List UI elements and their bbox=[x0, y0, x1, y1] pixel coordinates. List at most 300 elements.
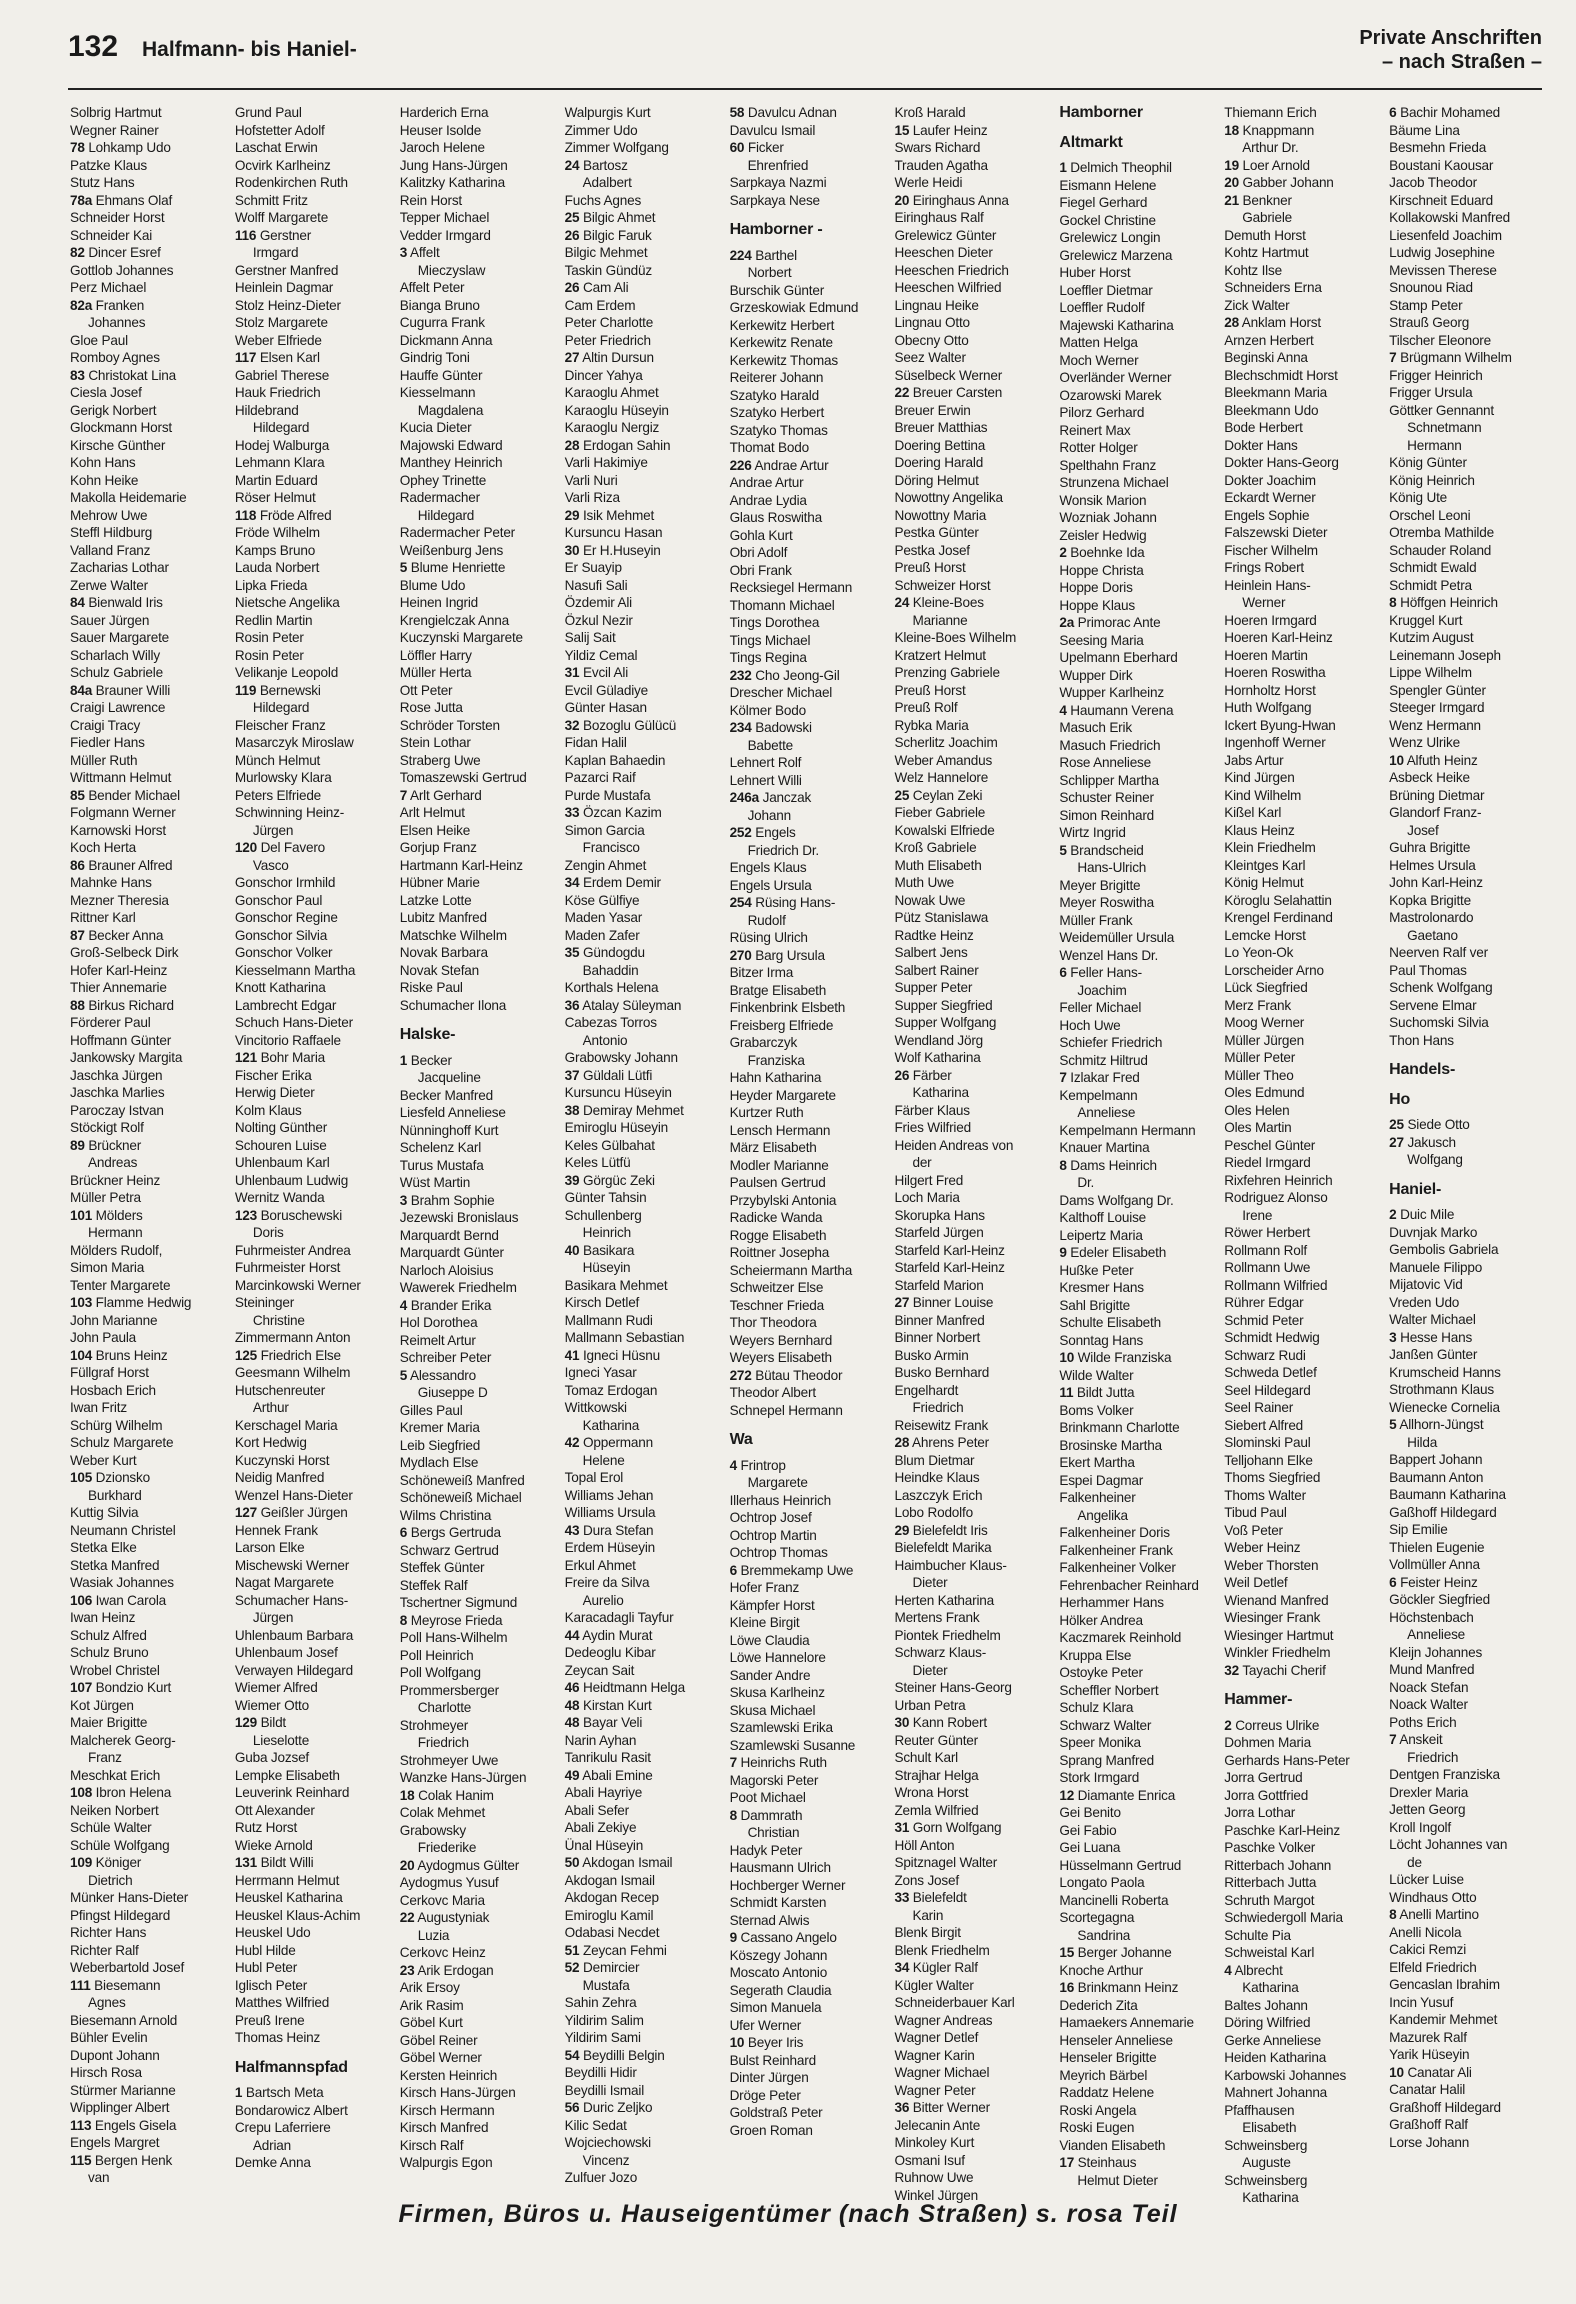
entry-continuation: Katharina bbox=[912, 1085, 969, 1100]
resident-name: Er Suayip bbox=[564, 560, 622, 575]
directory-entry bbox=[565, 437, 722, 455]
resident-name: Murlowsky Klara bbox=[234, 770, 332, 785]
directory-entry bbox=[1059, 929, 1216, 947]
directory-entry bbox=[1389, 1276, 1546, 1294]
directory-entry bbox=[1059, 1052, 1216, 1070]
resident-name: Loer Arnold bbox=[1242, 157, 1310, 173]
resident-name: Mertens Frank bbox=[894, 1610, 980, 1625]
resident-name: Gerstner bbox=[259, 227, 312, 243]
house-number: 46 bbox=[564, 1680, 580, 1695]
house-number: 108 bbox=[70, 1785, 93, 1800]
resident-name: Burschik Günter bbox=[729, 282, 825, 298]
resident-name: Ünal Hüseyin bbox=[564, 1837, 644, 1853]
resident-name: Basikara Mehmet bbox=[564, 1277, 668, 1293]
resident-name: Raddatz Helene bbox=[1059, 2085, 1155, 2100]
directory-entry bbox=[730, 334, 887, 352]
directory-entry bbox=[730, 1349, 887, 1367]
resident-name: Basikara bbox=[582, 1242, 635, 1258]
resident-name: Müller Theo bbox=[1224, 1067, 1294, 1083]
resident-name: Oppermann bbox=[582, 1435, 653, 1450]
resident-name: Fiegel Gerhard bbox=[1059, 195, 1148, 210]
resident-name: Zengin Ahmet bbox=[564, 857, 647, 873]
house-number: 5 bbox=[399, 1367, 408, 1383]
house-number: 103 bbox=[70, 1295, 93, 1310]
resident-name: Stamp Peter bbox=[1389, 297, 1463, 313]
resident-name: Matthes Wilfried bbox=[234, 1995, 330, 2010]
resident-name: Dedeoglu Kibar bbox=[564, 1645, 656, 1660]
house-number: 24 bbox=[894, 595, 910, 610]
resident-name: Modler Marianne bbox=[729, 1157, 829, 1173]
directory-entry bbox=[730, 1929, 887, 1947]
resident-name: Williams Ursula bbox=[564, 1505, 656, 1520]
directory-entry bbox=[565, 1434, 722, 1452]
resident-name: Dederich Zita bbox=[1059, 1997, 1138, 2013]
directory-entry bbox=[1224, 1962, 1381, 1980]
directory-entry bbox=[565, 349, 722, 367]
house-number: 22 bbox=[894, 385, 910, 400]
resident-name: Schweizer Horst bbox=[894, 577, 991, 593]
resident-name: Wagner Karin bbox=[894, 2047, 975, 2063]
resident-name: Schenk Wolfgang bbox=[1389, 980, 1493, 995]
resident-name: Rosin Peter bbox=[234, 630, 304, 645]
directory-entry bbox=[894, 419, 1051, 437]
directory-entry bbox=[565, 997, 722, 1015]
resident-name: Leipertz Maria bbox=[1059, 1227, 1143, 1243]
resident-name: Nowottny Angelika bbox=[894, 490, 1003, 505]
directory-entry bbox=[1059, 754, 1216, 772]
directory-entry bbox=[235, 542, 392, 560]
resident-name: Arlt Gerhard bbox=[409, 787, 482, 803]
resident-name: Canatar Ali bbox=[1407, 2064, 1472, 2080]
house-number: 35 bbox=[564, 945, 580, 960]
directory-entry bbox=[894, 1487, 1051, 1505]
directory-entry bbox=[70, 419, 227, 437]
directory-entry bbox=[1059, 2137, 1216, 2155]
directory-entry bbox=[894, 1032, 1051, 1050]
resident-name: John Marianne bbox=[70, 1312, 158, 1328]
house-number: 50 bbox=[564, 1855, 580, 1870]
resident-name: Weber Heinz bbox=[1224, 1540, 1301, 1555]
directory-entry bbox=[235, 1644, 392, 1662]
resident-name: Grabowsky bbox=[399, 1822, 466, 1838]
resident-name: Knott Katharina bbox=[234, 980, 326, 995]
resident-name: Henseler Brigitte bbox=[1059, 2050, 1157, 2065]
directory-entry bbox=[894, 332, 1051, 350]
directory-entry bbox=[565, 647, 722, 665]
directory-entry bbox=[1059, 1664, 1216, 1682]
directory-entry bbox=[894, 192, 1051, 210]
directory-entry bbox=[235, 157, 392, 175]
resident-name: Wawerek Friedhelm bbox=[399, 1280, 517, 1295]
directory-entry bbox=[730, 772, 887, 790]
street-heading: Handels- bbox=[1389, 1061, 1456, 1078]
directory-entry bbox=[1224, 1294, 1381, 1312]
resident-name: Hofer Franz bbox=[729, 1580, 800, 1595]
directory-entry bbox=[400, 1437, 557, 1455]
directory-entry bbox=[70, 1259, 227, 1277]
directory-entry bbox=[400, 2102, 557, 2120]
resident-name: Binner Louise bbox=[912, 1295, 994, 1310]
resident-name: Hoppe Christa bbox=[1059, 562, 1144, 578]
directory-entry bbox=[235, 2084, 392, 2102]
directory-entry bbox=[894, 1837, 1051, 1855]
directory-entry bbox=[1059, 1437, 1216, 1455]
resident-name: Duic Mile bbox=[1400, 1207, 1455, 1222]
directory-entry bbox=[730, 1087, 887, 1105]
directory-entry bbox=[730, 1227, 887, 1245]
directory-entry bbox=[894, 927, 1051, 945]
directory-entry bbox=[1389, 1134, 1546, 1152]
resident-name: Arik Ersoy bbox=[399, 1980, 460, 1995]
directory-entry bbox=[1059, 999, 1216, 1017]
directory-entry bbox=[70, 1889, 227, 1907]
resident-name: Kopka Brigitte bbox=[1389, 892, 1471, 908]
directory-entry bbox=[70, 157, 227, 175]
resident-name: Blenk Friedhelm bbox=[894, 1942, 990, 1958]
directory-entry bbox=[70, 1627, 227, 1645]
resident-name: Münch Helmut bbox=[234, 752, 321, 768]
directory-entry bbox=[730, 1104, 887, 1122]
resident-name: Flamme Hedwig bbox=[95, 1295, 192, 1310]
resident-name: Drescher Michael bbox=[729, 685, 833, 700]
entry-continuation: Elisabeth bbox=[1242, 2120, 1297, 2135]
directory-entry bbox=[1389, 979, 1546, 997]
directory-entry bbox=[70, 1959, 227, 1977]
directory-entry bbox=[400, 507, 557, 525]
directory-entry bbox=[565, 1749, 722, 1767]
directory-entry bbox=[1224, 664, 1381, 682]
directory-entry bbox=[730, 264, 887, 282]
directory-entry bbox=[565, 402, 722, 420]
resident-name: Özkul Nezir bbox=[564, 612, 633, 628]
entry-continuation: Mustafa bbox=[582, 1977, 630, 1993]
directory-entry bbox=[1224, 1014, 1381, 1032]
footer-note: Firmen, Büros u. Hauseigentümer (nach Straßen) s. rosa Teil bbox=[398, 2200, 1178, 2228]
directory-entry bbox=[235, 437, 392, 455]
resident-name: Strothmann Klaus bbox=[1389, 1382, 1494, 1397]
resident-name: Wonsik Marion bbox=[1059, 492, 1147, 508]
directory-entry bbox=[70, 1767, 227, 1785]
directory-entry bbox=[1059, 912, 1216, 930]
directory-entry bbox=[400, 2014, 557, 2032]
directory-entry bbox=[235, 139, 392, 157]
directory-entry bbox=[400, 1524, 557, 1542]
entry-continuation: Irene bbox=[1242, 1207, 1273, 1223]
resident-name: Rosin Peter bbox=[234, 647, 304, 663]
entry-continuation: Lieselotte bbox=[252, 1732, 310, 1748]
resident-name: Maden Yasar bbox=[564, 910, 643, 925]
directory-entry bbox=[235, 804, 392, 822]
resident-name: Rein Horst bbox=[399, 192, 462, 208]
directory-entry bbox=[1224, 1329, 1381, 1347]
directory-entry bbox=[235, 1767, 392, 1785]
house-number: 118 bbox=[234, 507, 257, 523]
directory-entry bbox=[1389, 1434, 1546, 1452]
resident-name: Aydogmus Yusuf bbox=[399, 1875, 499, 1890]
resident-name: Schnepel Hermann bbox=[729, 1402, 843, 1418]
house-number: 226 bbox=[729, 457, 752, 473]
resident-name: Demircier bbox=[582, 1960, 640, 1975]
directory-entry bbox=[235, 1732, 392, 1750]
directory-entry bbox=[1059, 1332, 1216, 1350]
resident-name: Rodriguez Alonso bbox=[1224, 1190, 1328, 1205]
directory-entry bbox=[1059, 807, 1216, 825]
house-number: 4 bbox=[729, 1457, 737, 1473]
directory-entry bbox=[894, 629, 1051, 647]
directory-entry bbox=[1059, 177, 1216, 195]
directory-entry bbox=[235, 682, 392, 700]
directory-entry bbox=[235, 1329, 392, 1347]
entry-continuation: Katharina bbox=[1242, 1980, 1299, 1995]
resident-name: Cerkovc Heinz bbox=[399, 1945, 486, 1960]
directory-entry bbox=[894, 1644, 1051, 1662]
directory-entry bbox=[1224, 1189, 1381, 1207]
directory-entry bbox=[1224, 1752, 1381, 1770]
directory-entry bbox=[1059, 1734, 1216, 1752]
directory-entry bbox=[565, 1557, 722, 1575]
directory-entry bbox=[400, 1227, 557, 1245]
directory-entry bbox=[1389, 1381, 1546, 1399]
resident-name: Telljohann Elke bbox=[1224, 1452, 1313, 1468]
resident-name: Knoche Arthur bbox=[1059, 1962, 1143, 1978]
directory-entry bbox=[894, 874, 1051, 892]
resident-name: Makolla Heidemarie bbox=[70, 490, 187, 505]
directory-entry bbox=[1224, 1839, 1381, 1857]
directory-entry bbox=[400, 1892, 557, 1910]
directory-entry bbox=[235, 1312, 392, 1330]
house-number: 107 bbox=[70, 1680, 93, 1695]
house-number: 3 bbox=[1389, 1329, 1397, 1345]
directory-entry bbox=[235, 454, 392, 472]
resident-name: Winkler Friedhelm bbox=[1224, 1645, 1331, 1660]
directory-entry bbox=[70, 2082, 227, 2100]
resident-name: Wiemer Otto bbox=[234, 1697, 309, 1713]
resident-name: Varli Hakimiye bbox=[564, 455, 648, 470]
resident-name: Meyrich Bärbel bbox=[1059, 2067, 1148, 2083]
house-number: 4 bbox=[1224, 1962, 1232, 1978]
resident-name: Göbel Kurt bbox=[399, 2015, 463, 2030]
resident-name: Moscato Antonio bbox=[729, 1965, 828, 1980]
directory-entry bbox=[565, 734, 722, 752]
resident-name: Bleekmann Udo bbox=[1224, 402, 1319, 418]
resident-name: Thoms Siegfried bbox=[1224, 1470, 1321, 1485]
directory-entry bbox=[1059, 1594, 1216, 1612]
resident-name: Siebert Alfred bbox=[1224, 1417, 1304, 1433]
house-number: 26 bbox=[894, 1067, 910, 1083]
directory-entry bbox=[565, 332, 722, 350]
directory-entry bbox=[235, 1942, 392, 1960]
directory-entry bbox=[235, 1627, 392, 1645]
resident-name: Nolting Günther bbox=[234, 1120, 328, 1135]
directory-entry bbox=[565, 2012, 722, 2030]
resident-name: Novak Stefan bbox=[399, 962, 479, 978]
resident-name: Ochtrop Martin bbox=[729, 1527, 817, 1543]
resident-name: Reuter Günter bbox=[894, 1732, 978, 1748]
resident-name: Abali Emine bbox=[582, 1767, 653, 1783]
resident-name: Zick Walter bbox=[1224, 297, 1290, 313]
entry-continuation: Dietrich bbox=[88, 1872, 133, 1888]
directory-column bbox=[400, 104, 557, 2184]
resident-name: König Günter bbox=[1389, 455, 1467, 470]
directory-entry bbox=[400, 822, 557, 840]
directory-entry bbox=[1059, 1069, 1216, 1087]
resident-name: Wienand Manfred bbox=[1224, 1592, 1329, 1608]
directory-entry bbox=[730, 1597, 887, 1615]
directory-entry bbox=[565, 1644, 722, 1662]
resident-name: Vreden Udo bbox=[1389, 1294, 1460, 1310]
resident-name: Hofstetter Adolf bbox=[234, 122, 325, 138]
directory-entry bbox=[894, 1994, 1051, 2012]
directory-entry bbox=[1389, 279, 1546, 297]
directory-entry bbox=[565, 1417, 722, 1435]
resident-name: Seesing Maria bbox=[1059, 632, 1144, 648]
resident-name: Wasiak Johannes bbox=[70, 1575, 174, 1590]
resident-name: Steiner Hans-Georg bbox=[894, 1680, 1012, 1695]
entry-continuation: Adrian bbox=[252, 2137, 291, 2153]
entry-continuation: Joachim bbox=[1077, 982, 1127, 998]
directory-entry bbox=[730, 982, 887, 1000]
directory-entry bbox=[400, 769, 557, 787]
resident-name: Engels Margret bbox=[70, 2135, 160, 2150]
entry-continuation: Aurelio bbox=[582, 1592, 624, 1608]
resident-name: Wolf Katharina bbox=[894, 1050, 981, 1065]
resident-name: Kempelmann Hermann bbox=[1059, 1122, 1196, 1138]
resident-name: Süselbeck Werner bbox=[894, 367, 1003, 383]
resident-name: Bartsch Meta bbox=[245, 2085, 324, 2100]
house-number: 34 bbox=[894, 1960, 910, 1975]
resident-name: Loeffler Rudolf bbox=[1059, 300, 1145, 315]
resident-name: Rybka Maria bbox=[894, 717, 969, 733]
directory-entry bbox=[400, 1157, 557, 1175]
resident-name: Seez Walter bbox=[894, 350, 966, 365]
directory-entry bbox=[70, 1224, 227, 1242]
resident-name: Tanrikulu Rasit bbox=[564, 1750, 651, 1765]
resident-name: Grelewicz Marzena bbox=[1059, 247, 1173, 263]
resident-name: Kirsch Manfred bbox=[399, 2120, 489, 2135]
resident-name: Scortegagna bbox=[1059, 1910, 1135, 1925]
resident-name: Dinter Jürgen bbox=[729, 2070, 809, 2085]
resident-name: Anelli Nicola bbox=[1389, 1924, 1462, 1940]
resident-name: Ruhnow Uwe bbox=[894, 2170, 974, 2185]
directory-entry bbox=[400, 122, 557, 140]
resident-name: Bildt Jutta bbox=[1076, 1385, 1135, 1400]
directory-entry bbox=[400, 752, 557, 770]
resident-name: März Elisabeth bbox=[729, 1140, 817, 1155]
resident-name: Schüle Wolfgang bbox=[70, 1837, 170, 1853]
directory-entry bbox=[565, 524, 722, 542]
entry-continuation: Charlotte bbox=[417, 1700, 472, 1715]
directory-column bbox=[730, 104, 887, 2184]
directory-entry bbox=[400, 857, 557, 875]
resident-name: Blenk Birgit bbox=[894, 1925, 961, 1940]
resident-name: Schulz Klara bbox=[1059, 1700, 1134, 1715]
resident-name: Dokter Hans-Georg bbox=[1224, 455, 1339, 470]
house-number: 116 bbox=[234, 227, 257, 243]
resident-name: Weißenburg Jens bbox=[399, 542, 504, 558]
directory-entry bbox=[70, 524, 227, 542]
resident-name: Erdem Demir bbox=[582, 875, 661, 890]
directory-entry bbox=[235, 1189, 392, 1207]
directory-entry bbox=[730, 2122, 887, 2140]
resident-name: Merz Frank bbox=[1224, 997, 1291, 1013]
directory-entry bbox=[70, 629, 227, 647]
house-number: 9 bbox=[1059, 1245, 1067, 1260]
directory-entry bbox=[400, 717, 557, 735]
directory-entry bbox=[400, 892, 557, 910]
resident-name: Redlin Martin bbox=[234, 612, 313, 628]
directory-entry bbox=[1059, 684, 1216, 702]
resident-name: Igneci Hüsnu bbox=[582, 1347, 660, 1363]
directory-entry bbox=[1224, 682, 1381, 700]
directory-entry bbox=[565, 1942, 722, 1960]
directory-entry bbox=[730, 1947, 887, 1965]
resident-name: Affelt Peter bbox=[399, 280, 465, 295]
resident-name: Kirsche Günther bbox=[70, 437, 166, 453]
directory-entry bbox=[894, 1434, 1051, 1452]
resident-name: Tayachi Cherif bbox=[1242, 1662, 1326, 1678]
directory-entry bbox=[70, 1504, 227, 1522]
directory-entry bbox=[235, 1224, 392, 1242]
resident-name: Müller Petra bbox=[70, 1190, 141, 1205]
house-number: 11 bbox=[1059, 1385, 1074, 1400]
directory-entry bbox=[1224, 1504, 1381, 1522]
directory-entry bbox=[235, 104, 392, 122]
entry-continuation: Hans-Ulrich bbox=[1077, 860, 1147, 875]
entry-continuation: der bbox=[912, 1155, 932, 1170]
resident-name: Lo Yeon-Ok bbox=[1224, 945, 1294, 960]
directory-entry bbox=[70, 1924, 227, 1942]
resident-name: Servene Elmar bbox=[1389, 997, 1477, 1013]
house-number: 252 bbox=[729, 825, 752, 840]
resident-name: Friedrich Else bbox=[260, 1347, 341, 1363]
resident-name: Allhorn-Jüngst bbox=[1399, 1417, 1484, 1432]
resident-name: Wienecke Cornelia bbox=[1389, 1399, 1500, 1415]
house-number: 29 bbox=[894, 1522, 910, 1538]
directory-entry bbox=[70, 804, 227, 822]
directory-entry bbox=[70, 839, 227, 857]
directory-entry bbox=[565, 104, 722, 122]
directory-entry bbox=[565, 612, 722, 630]
resident-name: Canatar Halil bbox=[1389, 2082, 1466, 2097]
resident-name: Albrecht bbox=[1234, 1962, 1283, 1978]
directory-entry bbox=[235, 227, 392, 245]
directory-entry bbox=[235, 1102, 392, 1120]
directory-entry bbox=[565, 367, 722, 385]
directory-entry bbox=[70, 1644, 227, 1662]
resident-name: Hoffmann Günter bbox=[70, 1032, 172, 1048]
entry-continuation: Vasco bbox=[252, 857, 289, 873]
directory-entry bbox=[1389, 524, 1546, 542]
directory-entry bbox=[1389, 2046, 1546, 2064]
directory-entry bbox=[1059, 439, 1216, 457]
directory-entry bbox=[565, 1207, 722, 1225]
resident-name: Koch Herta bbox=[70, 840, 137, 855]
resident-name: Folgmann Werner bbox=[70, 805, 176, 820]
directory-entry bbox=[1389, 1749, 1546, 1767]
directory-entry bbox=[235, 1819, 392, 1837]
resident-name: Zeycan Fehmi bbox=[582, 1942, 667, 1958]
resident-name: Hennek Frank bbox=[234, 1522, 318, 1538]
directory-entry bbox=[894, 524, 1051, 542]
directory-entry bbox=[894, 314, 1051, 332]
entry-continuation: Norbert bbox=[747, 265, 792, 280]
directory-entry bbox=[730, 1842, 887, 1860]
directory-entry bbox=[1224, 279, 1381, 297]
house-number: 25 bbox=[894, 787, 910, 803]
directory-entry bbox=[235, 1399, 392, 1417]
house-number: 27 bbox=[894, 1295, 910, 1310]
resident-name: Steininger bbox=[234, 1295, 295, 1310]
